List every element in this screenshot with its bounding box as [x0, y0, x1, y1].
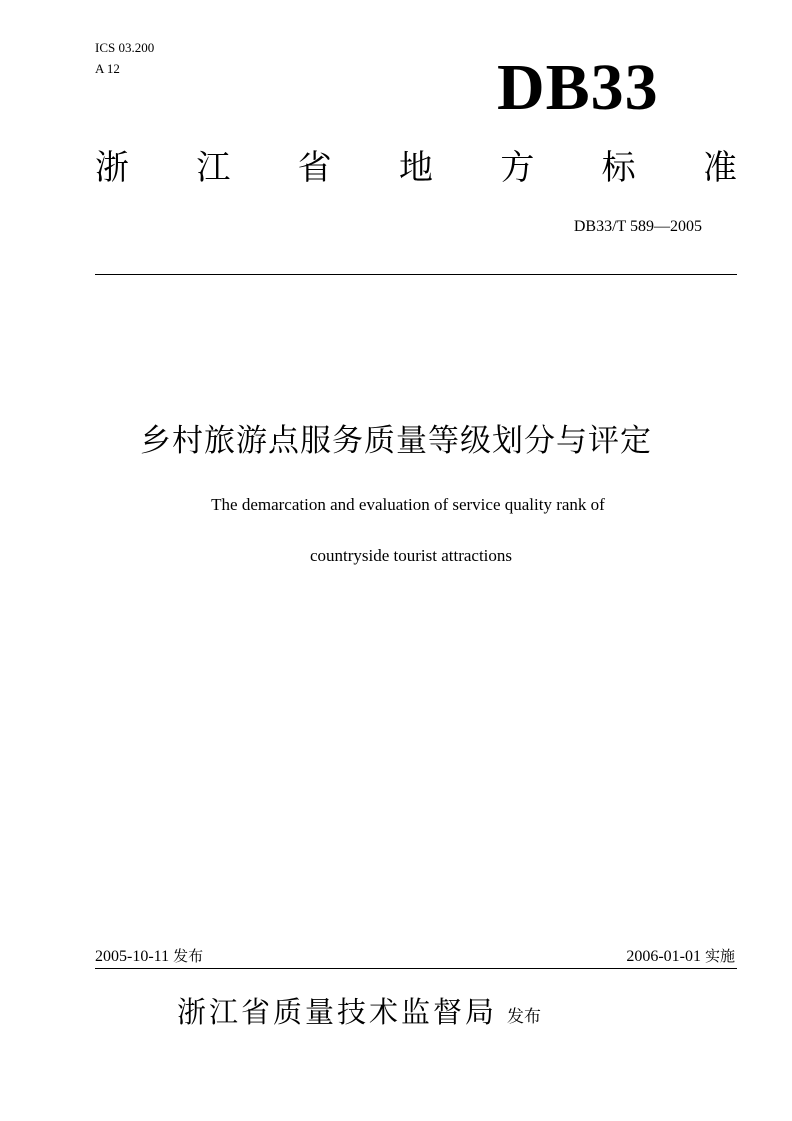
implement-label: 实施 — [704, 947, 735, 965]
standard-type-heading — [95, 146, 737, 190]
implement-date-line — [626, 946, 735, 967]
ics-code: ICS 03.200 — [95, 40, 155, 55]
publisher-line — [177, 992, 541, 1037]
standard-number: DB33/T 589—2005 — [573, 218, 702, 235]
standard-type-char: 准 — [702, 148, 737, 188]
standard-type-char: 地 — [398, 148, 433, 188]
standard-type-char: 浙 — [95, 148, 129, 188]
issue-date: 2005-10-11 — [95, 948, 170, 965]
issue-label: 发布 — [173, 947, 204, 965]
title-english-line-2: countryside tourist attractions — [309, 546, 513, 565]
title-english-line-1: The demarcation and evaluation of service quality rank of — [211, 495, 605, 514]
issue-date-line — [95, 946, 203, 967]
publisher-name: 浙江省质量技术监督局 — [177, 995, 498, 1029]
standard-type-char: 省 — [297, 148, 332, 188]
standard-code-logo: DB33 — [497, 51, 659, 124]
publisher-suffix: 发布 — [507, 1007, 542, 1027]
standard-type-char: 标 — [601, 148, 636, 188]
standard-type-char: 方 — [500, 148, 535, 188]
header-divider — [95, 274, 737, 275]
footer-divider — [95, 968, 737, 969]
standard-type-char: 江 — [196, 148, 231, 188]
implement-date: 2006-01-01 — [626, 948, 701, 965]
title-chinese: 乡村旅游点服务质量等级划分与评定 — [140, 423, 652, 459]
classification-code: A 12 — [95, 61, 120, 76]
